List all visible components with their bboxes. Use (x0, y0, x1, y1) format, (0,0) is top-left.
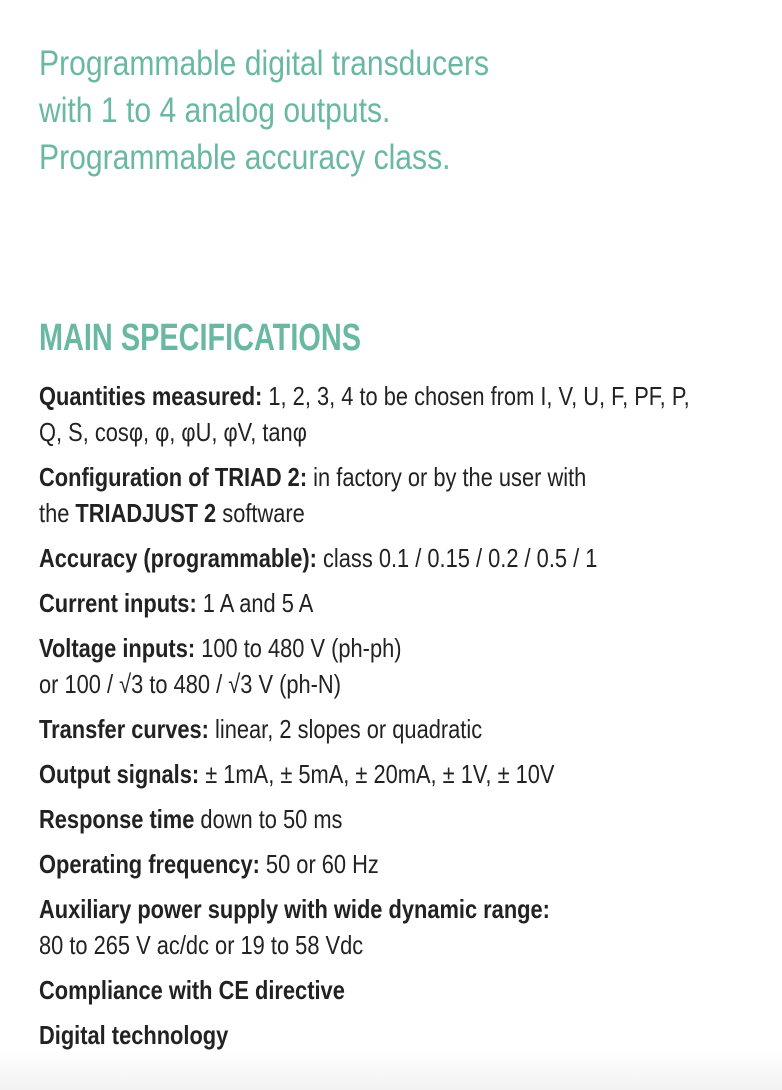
spec-label: Current inputs: (39, 588, 197, 618)
spec-quantities (39, 378, 778, 450)
spec-value: 1 A and 5 A (196, 588, 314, 618)
spec-label: Response time (39, 804, 195, 834)
spec-compliance (39, 972, 778, 1008)
intro-line-3: Programmable accuracy class. (39, 138, 451, 177)
spec-label: Auxiliary power supply with wide dynamic range: (39, 894, 550, 924)
spec-label: Digital technology (39, 1020, 229, 1050)
spec-label: Transfer curves: (39, 714, 209, 744)
spec-list (39, 378, 778, 1062)
spec-label: Configuration of TRIAD 2: (39, 462, 308, 492)
spec-value-continued: Q, S, cosφ, φ, φU, φV, tanφ (39, 417, 307, 447)
spec-value-continued: or 100 / √3 to 480 / √3 V (ph-N) (39, 669, 341, 699)
spec-label: Operating frequency: (39, 849, 260, 879)
spec-output-signals (39, 756, 778, 792)
spec-auxiliary-power (39, 891, 778, 963)
spec-label: Voltage inputs: (39, 633, 196, 663)
spec-label: Output signals: (39, 759, 200, 789)
software-name: TRIADJUST 2 (75, 498, 217, 528)
spec-label: Compliance with CE directive (39, 975, 345, 1005)
spec-value: 100 to 480 V (ph-ph) (195, 633, 402, 663)
spec-label: Accuracy (programmable): (39, 543, 317, 573)
spec-digital-technology (39, 1017, 778, 1053)
spec-accuracy (39, 540, 778, 576)
spec-transfer-curves (39, 711, 778, 747)
intro-line-2: with 1 to 4 analog outputs. (39, 91, 391, 130)
spec-value-suffix: software (216, 498, 305, 528)
spec-value: linear, 2 slopes or quadratic (208, 714, 483, 744)
spec-label: Quantities measured: (39, 381, 263, 411)
spec-value: in factory or by the user with (307, 462, 587, 492)
section-title: MAIN SPECIFICATIONS (39, 317, 361, 359)
intro-heading (39, 40, 658, 181)
bottom-shade (0, 1050, 782, 1090)
spec-value: class 0.1 / 0.15 / 0.2 / 0.5 / 1 (316, 543, 598, 573)
spec-operating-frequency (39, 846, 778, 882)
spec-value: 50 or 60 Hz (259, 849, 379, 879)
spec-response-time (39, 801, 778, 837)
spec-value-prefix: the (39, 498, 76, 528)
spec-value: 80 to 265 V ac/dc or 19 to 58 Vdc (39, 930, 364, 960)
spec-voltage-inputs (39, 630, 778, 702)
intro-line-1: Programmable digital transducers (39, 44, 490, 83)
spec-current-inputs (39, 585, 778, 621)
spec-value: down to 50 ms (194, 804, 343, 834)
spec-value: 1, 2, 3, 4 to be chosen from I, V, U, F, PF, P, (262, 381, 690, 411)
spec-value: ± 1mA, ± 5mA, ± 20mA, ± 1V, ± 10V (199, 759, 555, 789)
spec-configuration (39, 459, 778, 531)
